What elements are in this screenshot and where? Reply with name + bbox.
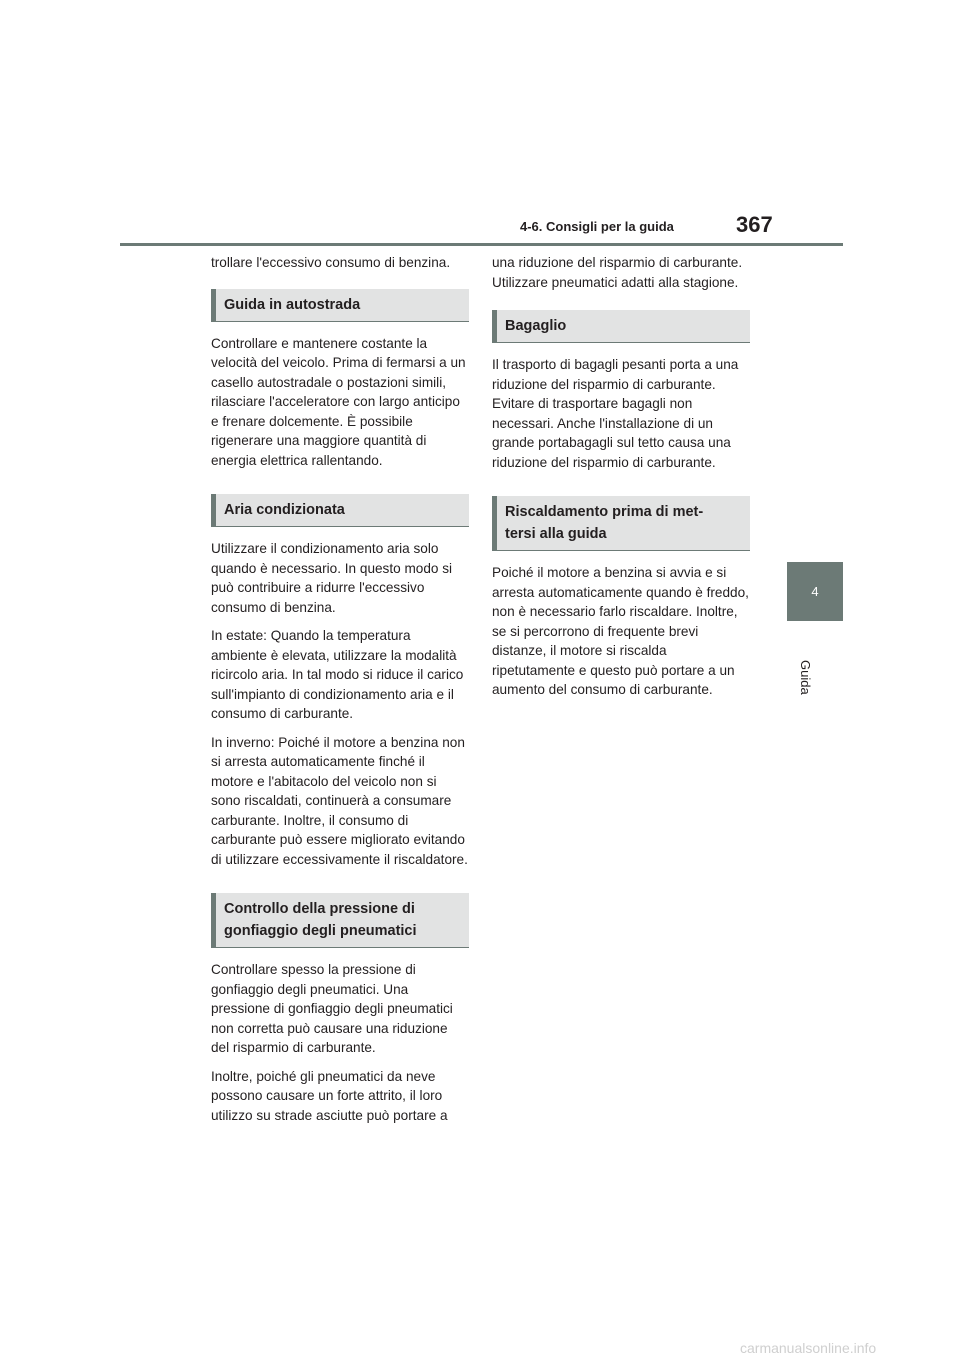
running-header-section: 4-6. Consigli per la guida xyxy=(520,219,674,234)
section-heading-tires xyxy=(211,893,469,948)
section-heading-tires-line1: Controllo della pressione di xyxy=(224,901,415,917)
aircon-paragraph-summer: In estate: Quando la temperatura ambiente è elevata, utilizzare la modalità ricircolo aria. In tal modo si riduce il carico sull'impianto di condizionamento aria e il consumo di carburante. xyxy=(211,628,464,721)
tires-paragraph-2: Inoltre, poiché gli pneumatici da neve possono causare un forte attrito, il loro utilizzo su strade asciutte può portare a xyxy=(211,1068,448,1123)
luggage-paragraph: Il trasporto di bagagli pesanti porta a una riduzione del risparmio di carburante. Evitare di trasportare bagagli non necessari. Anche l'installazione di un grande portabagagli sul tetto causa una riduzione del risparmio di carburante. xyxy=(492,357,739,470)
section-heading-aircon-text: Aria condizionata xyxy=(224,502,345,518)
section-heading-luggage xyxy=(492,310,750,343)
section-heading-warmup-line1: Riscaldamento prima di met- xyxy=(505,504,704,520)
highway-paragraph: Controllare e mantenere costante la velocità del veicolo. Prima di fermarsi a un casello autostradale o postazioni simili, rilasciare l'acceleratore con largo anticipo e frenare dolcemente. È possibile rigenerare una maggiore quantità di energia elettrica rallentando. xyxy=(211,335,466,468)
header-divider xyxy=(120,243,843,246)
warmup-paragraph: Poiché il motore a benzina si avvia e si arresta automaticamente quando è freddo, non è necessario farlo riscaldare. Inoltre, se si percorrono di frequente brevi distanze, il motore si riscalda ripetutamente e questo può portare a un aumento del consumo di carburante. xyxy=(492,565,749,697)
right-column xyxy=(492,253,750,709)
aircon-paragraph-1: Utilizzare il condizionamento aria solo quando è necessario. In questo modo si può contribuire a ridurre l'eccessivo consumo di benzina. xyxy=(211,541,453,615)
left-intro-paragraph: trollare l'eccessivo consumo di benzina. xyxy=(211,255,451,270)
page-number: 367 xyxy=(736,212,773,237)
chapter-tab[interactable] xyxy=(787,562,843,621)
aircon-paragraph-winter: In inverno: Poiché il motore a benzina non si arresta automaticamente finché il motore e l'abitacolo del veicolo non si sono riscaldati, continuerà a consumare carburante. Inoltre, il consumo di carburante può essere migliorato evitando di utilizzare eccessivamente il riscaldatore. xyxy=(211,734,468,867)
tires-paragraph-1: Controllare spesso la pressione di gonfiaggio degli pneumatici. Una pressione di gonfiaggio degli pneumatici non corretta può causare una riduzione del risparmio di carburante. xyxy=(211,962,453,1055)
section-heading-highway xyxy=(211,289,469,322)
section-heading-warmup-line2: tersi alla guida xyxy=(505,526,607,542)
right-intro-paragraph: una riduzione del risparmio di carburante. Utilizzare pneumatici adatti alla stagione. xyxy=(492,255,743,290)
section-heading-warmup xyxy=(492,496,750,551)
chapter-number: 4 xyxy=(811,584,819,599)
section-heading-luggage-text: Bagaglio xyxy=(505,318,567,334)
section-heading-highway-text: Guida in autostrada xyxy=(224,296,361,313)
watermark: carmanualsonline.info xyxy=(740,1340,877,1356)
section-heading-tires-line2: gonfiaggio degli pneumatici xyxy=(224,923,417,939)
section-heading-aircon xyxy=(211,494,469,527)
chapter-label: Guida xyxy=(798,660,813,695)
left-column xyxy=(211,253,469,1134)
